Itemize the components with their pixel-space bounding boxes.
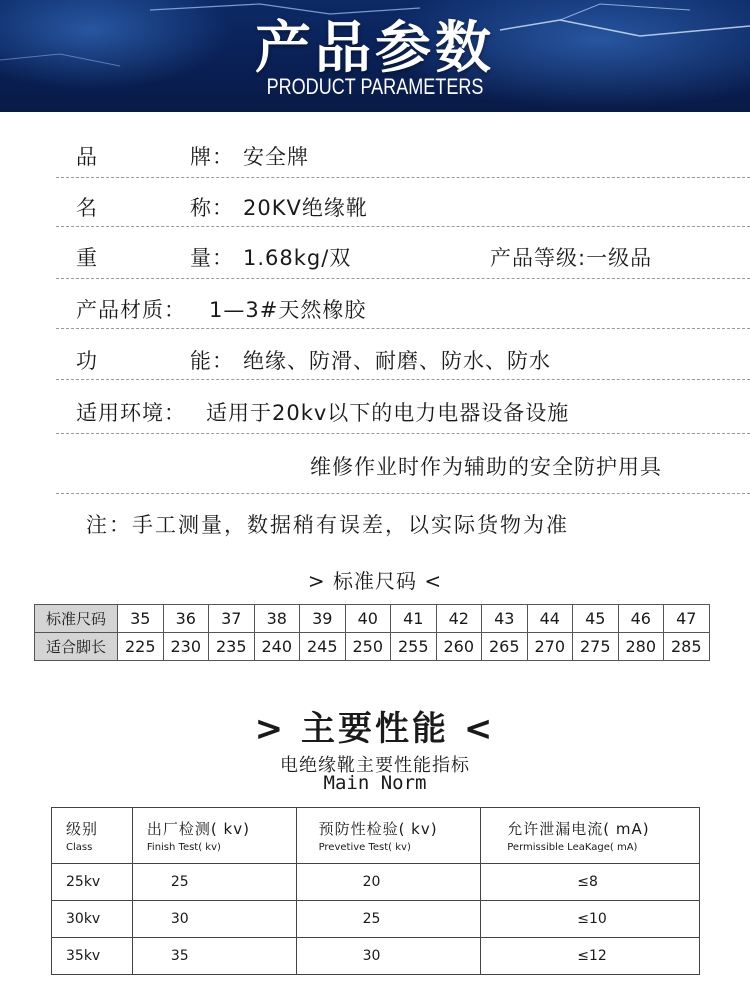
- foot-length-cell: 260: [436, 633, 482, 661]
- size-cell: 42: [436, 605, 482, 633]
- size-cell: 38: [254, 605, 300, 633]
- divider: [56, 278, 750, 279]
- spec-value: 1—3#天然橡胶: [209, 298, 367, 322]
- divider: [56, 328, 750, 329]
- performance-subtitle-en: Main Norm: [323, 772, 427, 794]
- performance-table: [51, 807, 700, 975]
- preventive-test-cell: 30: [296, 938, 481, 975]
- column-header-cn: 出厂检测( kv): [146, 820, 250, 838]
- table-row-header: 标准尺码: [35, 605, 118, 633]
- class-cell: 35kv: [52, 938, 133, 975]
- table-row: [35, 633, 710, 661]
- size-cell: 35: [118, 605, 164, 633]
- table-header-row: [52, 808, 700, 864]
- banner-title: 产品参数: [255, 16, 495, 81]
- column-header-cn: 允许泄漏电流( mA): [507, 820, 650, 838]
- leakage-cell: ≤8: [481, 864, 700, 901]
- table-row: [35, 605, 710, 633]
- header-banner: [0, 0, 750, 112]
- divider: [56, 226, 750, 227]
- spec-label: 重: [76, 246, 98, 270]
- measurement-note: 注：手工测量，数据稍有误差，以实际货物为准: [86, 513, 569, 537]
- foot-length-cell: 235: [209, 633, 255, 661]
- foot-length-cell: 255: [391, 633, 437, 661]
- table-row: [52, 864, 700, 901]
- size-table: [34, 604, 710, 661]
- divider: [56, 177, 750, 178]
- size-cell: 44: [527, 605, 573, 633]
- spec-value: 适用于20kv以下的电力电器设备设施: [206, 401, 570, 425]
- spec-label: 适用环境：: [76, 401, 186, 425]
- spec-grade: 产品等级:一级品: [490, 246, 653, 270]
- size-cell: 40: [345, 605, 391, 633]
- foot-length-cell: 285: [664, 633, 710, 661]
- column-header-en: Class: [66, 842, 93, 853]
- spec-label: 能：: [190, 349, 234, 373]
- size-cell: 41: [391, 605, 437, 633]
- performance-subtitle: 电绝缘靴主要性能指标: [280, 755, 470, 776]
- size-cell: 43: [482, 605, 528, 633]
- spec-label: 功: [76, 349, 98, 373]
- foot-length-cell: 280: [618, 633, 664, 661]
- foot-length-cell: 240: [254, 633, 300, 661]
- column-header-en: Prevetive Test( kv): [318, 842, 411, 853]
- class-cell: 25kv: [52, 864, 133, 901]
- preventive-test-cell: 25: [296, 901, 481, 938]
- column-header-cn: 级别: [66, 820, 99, 838]
- divider: [56, 493, 750, 494]
- table-row: [52, 938, 700, 975]
- size-cell: 39: [300, 605, 346, 633]
- column-header-en: Permissible LeaKage( mA): [507, 842, 638, 853]
- spec-value: 维修作业时作为辅助的安全防护用具: [310, 455, 662, 479]
- spec-label: 名: [76, 196, 98, 220]
- spec-value: 绝缘、防滑、耐磨、防水、防水: [243, 349, 551, 373]
- column-header-cn: 预防性检验( kv): [318, 820, 438, 838]
- finish-test-cell: 35: [132, 938, 296, 975]
- class-cell: 30kv: [52, 901, 133, 938]
- foot-length-cell: 230: [163, 633, 209, 661]
- size-cell: 46: [618, 605, 664, 633]
- size-chart-title: > 标准尺码 <: [307, 569, 443, 593]
- leakage-cell: ≤10: [481, 901, 700, 938]
- spec-label: 牌：: [190, 145, 234, 169]
- divider: [56, 379, 750, 380]
- column-header: [52, 808, 133, 864]
- spec-value: 1.68kg/双: [243, 246, 352, 270]
- preventive-test-cell: 20: [296, 864, 481, 901]
- spec-label: 产品材质：: [76, 298, 186, 322]
- foot-length-cell: 275: [573, 633, 619, 661]
- leakage-cell: ≤12: [481, 938, 700, 975]
- divider: [56, 433, 750, 434]
- foot-length-cell: 270: [527, 633, 573, 661]
- column-header: [132, 808, 296, 864]
- spec-value: 20KV绝缘靴: [243, 196, 368, 220]
- finish-test-cell: 25: [132, 864, 296, 901]
- spec-value: 安全牌: [243, 145, 309, 169]
- spec-label: 称：: [190, 196, 234, 220]
- foot-length-cell: 265: [482, 633, 528, 661]
- column-header: [296, 808, 481, 864]
- size-cell: 47: [664, 605, 710, 633]
- spec-label: 量：: [190, 246, 234, 270]
- size-cell: 36: [163, 605, 209, 633]
- size-cell: 45: [573, 605, 619, 633]
- size-cell: 37: [209, 605, 255, 633]
- foot-length-cell: 225: [118, 633, 164, 661]
- column-header-en: Finish Test( kv): [146, 842, 221, 853]
- table-row: [52, 901, 700, 938]
- finish-test-cell: 30: [132, 901, 296, 938]
- performance-title: > 主要性能 <: [254, 709, 496, 749]
- banner-subtitle: PRODUCT PARAMETERS: [266, 74, 484, 99]
- spec-label: 品: [76, 145, 98, 169]
- column-header: [481, 808, 700, 864]
- foot-length-cell: 250: [345, 633, 391, 661]
- table-row-header: 适合脚长: [35, 633, 118, 661]
- foot-length-cell: 245: [300, 633, 346, 661]
